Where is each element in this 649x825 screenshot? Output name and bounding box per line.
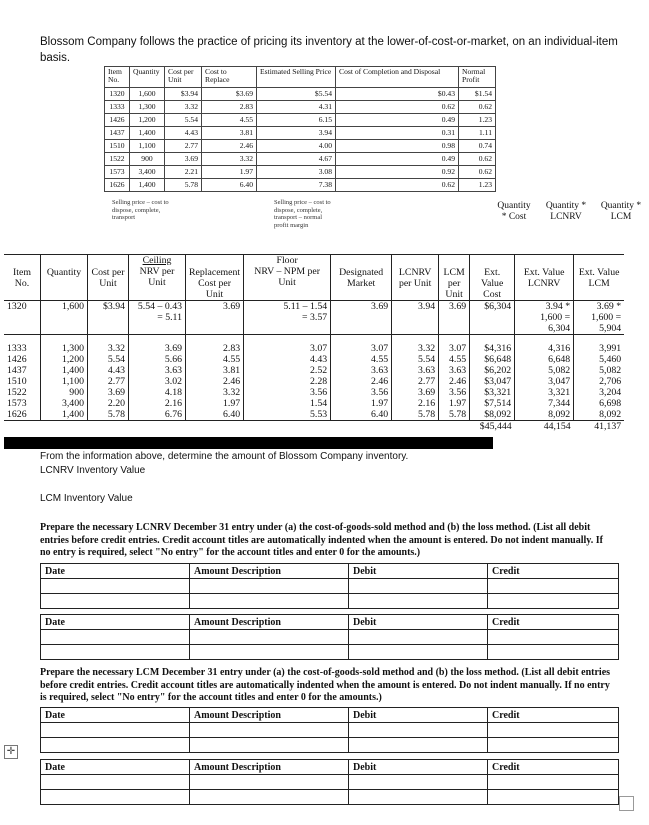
table2-row bbox=[4, 376, 624, 387]
table2-cell: 5.53 bbox=[244, 409, 331, 421]
journal-credit-header: Credit bbox=[488, 564, 619, 579]
table2-cell: 6,648 bbox=[515, 354, 574, 365]
table2-cell: 900 bbox=[41, 387, 88, 398]
table1-header: Estimated Selling Price bbox=[257, 67, 336, 88]
table2-cell: 3.69 bbox=[392, 387, 439, 398]
table1-cell: 900 bbox=[130, 153, 165, 166]
table1-cell: 2.46 bbox=[202, 140, 257, 153]
lcm-inventory-label: LCM Inventory Value bbox=[40, 493, 133, 504]
table2-cell: 4,316 bbox=[515, 343, 574, 354]
journal-table-lcnrv-b bbox=[40, 614, 619, 660]
table1-cell: 4.31 bbox=[257, 101, 336, 114]
t2-cell-line: 3.69 * bbox=[596, 301, 622, 312]
table2-cell: 3.69 bbox=[129, 343, 186, 354]
instructions-lcm: Prepare the necessary LCM December 31 entry under (a) the cost-of-goods-sold method and (b) the loss method. (List all debit entries before credit entries. Credit account titles are automatically indented when the amount is entered. Do not indent manually. If no entry is required, select "No entry" for the account titles and enter 0 for the amounts.) bbox=[40, 667, 611, 703]
table2-cell: 1510 bbox=[4, 376, 41, 387]
table2-cell: $4,316 bbox=[470, 343, 515, 354]
table1-cell: $5.54 bbox=[257, 88, 336, 101]
table2-cell: 3.32 bbox=[186, 387, 244, 398]
table1-cell: 1.97 bbox=[202, 166, 257, 179]
table2-cell: 1,400 bbox=[41, 365, 88, 376]
t2-cell bbox=[515, 301, 574, 335]
journal-cell[interactable] bbox=[488, 594, 619, 609]
table1-cell: 5.54 bbox=[165, 114, 202, 127]
table2-cell: $3,321 bbox=[470, 387, 515, 398]
journal-cell[interactable] bbox=[41, 790, 190, 805]
t2-header-lcnrv: LCNRV per Unit bbox=[392, 255, 439, 301]
table1-cell: 0.62 bbox=[459, 166, 496, 179]
journal-desc-header: Amount Description bbox=[190, 564, 349, 579]
table1-cell: 1.23 bbox=[459, 179, 496, 192]
t2-cell: 1320 bbox=[4, 301, 41, 335]
journal-cell[interactable] bbox=[190, 723, 349, 738]
table1-cell: 3.08 bbox=[257, 166, 336, 179]
table1-row bbox=[105, 166, 496, 179]
table2-cell: 2.16 bbox=[129, 398, 186, 409]
table2-cell: 5.66 bbox=[129, 354, 186, 365]
table1-cell: 3.94 bbox=[257, 127, 336, 140]
journal-cell[interactable] bbox=[349, 738, 488, 753]
t2-header-ceiling bbox=[129, 255, 186, 301]
t2-cell bbox=[574, 301, 625, 335]
table2-cell: 8,092 bbox=[515, 409, 574, 421]
t2-cell: $3.94 bbox=[88, 301, 129, 335]
journal-date-header: Date bbox=[41, 708, 190, 723]
table2-row bbox=[4, 343, 624, 354]
table1-cell: 0.62 bbox=[459, 101, 496, 114]
table2-cell: 3.32 bbox=[392, 343, 439, 354]
table1-header: Quantity bbox=[130, 67, 165, 88]
journal-cell[interactable] bbox=[349, 645, 488, 660]
intro-text: Blossom Company follows the practice of pricing its inventory at the lower-of-cost-or-market, on an individual-item basis. bbox=[40, 36, 618, 64]
table1-cell: 2.77 bbox=[165, 140, 202, 153]
table2-cell: 5.54 bbox=[392, 354, 439, 365]
table2-cell: 3,321 bbox=[515, 387, 574, 398]
table2-cell: 3.63 bbox=[331, 365, 392, 376]
table1-cell: 5.78 bbox=[165, 179, 202, 192]
table1-row bbox=[105, 179, 496, 192]
table1-row bbox=[105, 127, 496, 140]
table2-cell: 3.32 bbox=[88, 343, 129, 354]
table2-cell: 2.77 bbox=[392, 376, 439, 387]
table1-cell: 0.92 bbox=[336, 166, 459, 179]
journal-cell[interactable] bbox=[488, 630, 619, 645]
journal-cell[interactable] bbox=[41, 738, 190, 753]
table2-cell: 3.63 bbox=[439, 365, 470, 376]
journal-cell[interactable] bbox=[488, 790, 619, 805]
inventory-data-table bbox=[104, 66, 496, 192]
table2-cell: 1.54 bbox=[244, 398, 331, 409]
floor-label: Floor bbox=[276, 255, 298, 266]
table2-cell: 1.97 bbox=[331, 398, 392, 409]
table1-cell: 6.15 bbox=[257, 114, 336, 127]
journal-cell[interactable] bbox=[190, 594, 349, 609]
table2-cell: 1573 bbox=[4, 398, 41, 409]
table2-cell: 3.02 bbox=[129, 376, 186, 387]
qty-cost-label: Quantity * Cost bbox=[497, 201, 531, 222]
table2-cell: 4.55 bbox=[439, 354, 470, 365]
table1-cell: 1,400 bbox=[130, 127, 165, 140]
lcnrv-computation-table bbox=[4, 254, 624, 432]
table2-cell: 2.46 bbox=[186, 376, 244, 387]
table2-row bbox=[4, 409, 624, 421]
journal-header bbox=[41, 564, 619, 579]
table1-cell: 3.81 bbox=[202, 127, 257, 140]
journal-debit-header: Debit bbox=[349, 708, 488, 723]
journal-cell[interactable] bbox=[41, 630, 190, 645]
table1-cell: $3.69 bbox=[202, 88, 257, 101]
table1-cell: 1,200 bbox=[130, 114, 165, 127]
table2-cell: 3,047 bbox=[515, 376, 574, 387]
table2-cell: 2.46 bbox=[331, 376, 392, 387]
table1-cell: 1573 bbox=[105, 166, 130, 179]
total-extlcnrv: 44,154 bbox=[543, 420, 571, 432]
table2-cell: 3,991 bbox=[599, 342, 622, 354]
ceiling-label: Ceiling bbox=[142, 255, 172, 266]
table2-cell: 2.46 bbox=[439, 376, 470, 387]
t2-header-quantity: Quantity bbox=[41, 255, 88, 301]
table2-cell: $7,514 bbox=[470, 398, 515, 409]
table2-cell: 3.07 bbox=[439, 343, 470, 354]
journal-cell[interactable] bbox=[41, 723, 190, 738]
table1-cell: 0.31 bbox=[336, 127, 459, 140]
t2-cell-line: 1,600 = bbox=[591, 312, 622, 323]
journal-desc-header: Amount Description bbox=[190, 760, 349, 775]
total-extcost: $45,444 bbox=[479, 420, 512, 432]
table2-cell: 4.55 bbox=[186, 354, 244, 365]
table2-first-row bbox=[4, 301, 624, 335]
journal-cell[interactable] bbox=[41, 579, 190, 594]
table2-cell: 2.28 bbox=[244, 376, 331, 387]
table2-cell: 1333 bbox=[4, 343, 41, 354]
t2-cell-line: 5,904 bbox=[599, 323, 622, 334]
table1-cell: 1426 bbox=[105, 114, 130, 127]
table2-cell: 5,460 bbox=[599, 353, 622, 365]
table2-cell: 5.78 bbox=[439, 409, 470, 421]
journal-cell[interactable] bbox=[488, 579, 619, 594]
table2-cell: 2.20 bbox=[88, 398, 129, 409]
table2-cell: 2.52 bbox=[244, 365, 331, 376]
table2-cell: 3.63 bbox=[392, 365, 439, 376]
t2-cell: 3.94 bbox=[392, 301, 439, 335]
table1-cell: 3.69 bbox=[165, 153, 202, 166]
table1-cell: 0.49 bbox=[336, 114, 459, 127]
t2-cell-line: 5.54 – 0.43 bbox=[137, 301, 182, 312]
table1-cell: 1,400 bbox=[130, 179, 165, 192]
t2-header-cost: Cost per Unit bbox=[88, 255, 129, 301]
journal-cell[interactable] bbox=[41, 645, 190, 660]
table1-cell: 4.67 bbox=[257, 153, 336, 166]
journal-desc-header: Amount Description bbox=[190, 615, 349, 630]
table2-cell: 3,204 bbox=[599, 386, 622, 398]
t2-header-extlcnrv: Ext. Value LCNRV bbox=[515, 255, 574, 301]
question-text: From the information above, determine the amount of Blossom Company inventory. bbox=[40, 451, 409, 462]
table1-header: Normal Profit bbox=[459, 67, 496, 88]
t2-header-replace: Replacement Cost per Unit bbox=[186, 255, 244, 301]
table1-cell: 0.74 bbox=[459, 140, 496, 153]
table2-cell: 6.40 bbox=[331, 409, 392, 421]
table2-cell: 3.07 bbox=[331, 343, 392, 354]
journal-cell[interactable] bbox=[349, 579, 488, 594]
journal-debit-header: Debit bbox=[349, 760, 488, 775]
lcnrv-inventory-label: LCNRV Inventory Value bbox=[40, 465, 146, 476]
journal-credit-header: Credit bbox=[488, 708, 619, 723]
table1-cell: 2.83 bbox=[202, 101, 257, 114]
table1-header: Cost to Replace bbox=[202, 67, 257, 88]
journal-table-lcm-b bbox=[40, 759, 619, 805]
table1-cell: 6.40 bbox=[202, 179, 257, 192]
table1-cell: 4.43 bbox=[165, 127, 202, 140]
table1-cell: 1626 bbox=[105, 179, 130, 192]
table2-row bbox=[4, 398, 624, 409]
table2-cell: 3.63 bbox=[129, 365, 186, 376]
table2-row bbox=[4, 365, 624, 376]
t2-cell-line: 5.11 – 1.54 bbox=[283, 301, 328, 312]
table2-cell: 3,400 bbox=[41, 398, 88, 409]
table2-cell: 5.78 bbox=[392, 409, 439, 421]
table2-cell: 1.97 bbox=[186, 398, 244, 409]
t2-cell-line: = 5.11 bbox=[157, 312, 182, 323]
t2-cell: 3.69 bbox=[439, 301, 470, 335]
table2-cell: $6,648 bbox=[470, 354, 515, 365]
table2-cell: 5.54 bbox=[88, 354, 129, 365]
table1-cell: 0.62 bbox=[459, 153, 496, 166]
table2-cell: $3,047 bbox=[470, 376, 515, 387]
t2-header-extcost: Ext. Value Cost bbox=[470, 255, 515, 301]
table2-cell: 3.69 bbox=[88, 387, 129, 398]
journal-cell[interactable] bbox=[190, 579, 349, 594]
table2-cell: 4.43 bbox=[88, 365, 129, 376]
table1-cell: 1510 bbox=[105, 140, 130, 153]
table2-total-row bbox=[4, 420, 624, 432]
table2-cell: 8,092 bbox=[574, 409, 625, 421]
journal-header bbox=[41, 708, 619, 723]
journal-cell[interactable] bbox=[349, 723, 488, 738]
journal-cell[interactable] bbox=[41, 775, 190, 790]
table1-cell: 3,400 bbox=[130, 166, 165, 179]
table1-header: Cost per Unit bbox=[165, 67, 202, 88]
table1-header: Item No. bbox=[105, 67, 130, 88]
table2-header-row bbox=[4, 255, 624, 301]
ceiling-note: Selling price – cost to dispose, complete, transport bbox=[112, 199, 169, 221]
journal-cell[interactable] bbox=[190, 775, 349, 790]
journal-cell[interactable] bbox=[349, 594, 488, 609]
t2-cell bbox=[244, 301, 331, 335]
table1-cell: 1437 bbox=[105, 127, 130, 140]
table1-cell: $1.54 bbox=[459, 88, 496, 101]
table1-cell: 3.32 bbox=[165, 101, 202, 114]
table2-cell: 4.18 bbox=[129, 387, 186, 398]
t2-cell-line: 1,600 = bbox=[540, 312, 571, 323]
table2-cell: 5.78 bbox=[88, 409, 129, 421]
journal-table-lcm-a bbox=[40, 707, 619, 753]
journal-cell[interactable] bbox=[349, 630, 488, 645]
floor-note: Selling price – cost to dispose, complete, transport – normal profit margin bbox=[274, 199, 331, 229]
journal-credit-header: Credit bbox=[488, 615, 619, 630]
journal-cell[interactable] bbox=[488, 723, 619, 738]
table2-cell: 2,706 bbox=[599, 375, 622, 387]
table1-cell: 1333 bbox=[105, 101, 130, 114]
t2-header-extlcm: Ext. Value LCM bbox=[574, 255, 625, 301]
table1-cell: 1.11 bbox=[459, 127, 496, 140]
table1-cell: 1,600 bbox=[130, 88, 165, 101]
table2-cell: 3.56 bbox=[439, 387, 470, 398]
table2-cell: 2.83 bbox=[186, 343, 244, 354]
table2-cell: 3.56 bbox=[331, 387, 392, 398]
journal-cell[interactable] bbox=[488, 775, 619, 790]
table1-row bbox=[105, 140, 496, 153]
table1-row bbox=[105, 88, 496, 101]
table2-cell: 1,300 bbox=[41, 343, 88, 354]
table2-cell: 4.55 bbox=[331, 354, 392, 365]
t2-cell-line: = 3.57 bbox=[302, 312, 328, 323]
table2-cell: 1,400 bbox=[41, 409, 88, 421]
journal-debit-header: Debit bbox=[349, 615, 488, 630]
table1-row bbox=[105, 114, 496, 127]
journal-cell[interactable] bbox=[349, 775, 488, 790]
t2-cell bbox=[129, 301, 186, 335]
table1-cell: 4.00 bbox=[257, 140, 336, 153]
t2-cell: 3.69 bbox=[331, 301, 392, 335]
journal-header bbox=[41, 615, 619, 630]
ceiling-sub: NRV per Unit bbox=[139, 266, 175, 288]
table1-cell: 1320 bbox=[105, 88, 130, 101]
table1-header: Cost of Completion and Disposal bbox=[336, 67, 459, 88]
t2-header-item: Item No. bbox=[4, 255, 41, 301]
table1-cell: $3.94 bbox=[165, 88, 202, 101]
t2-cell-line: 3.94 * bbox=[545, 301, 571, 312]
t2-header-floor bbox=[244, 255, 331, 301]
table1-cell: 3.32 bbox=[202, 153, 257, 166]
journal-cell[interactable] bbox=[488, 738, 619, 753]
table2-cell: 1,100 bbox=[41, 376, 88, 387]
journal-cell[interactable] bbox=[349, 790, 488, 805]
journal-date-header: Date bbox=[41, 760, 190, 775]
qty-lcnrv-label: Quantity * LCNRV bbox=[545, 201, 587, 222]
t2-header-designated: Designated Market bbox=[331, 255, 392, 301]
table2-cell: 1426 bbox=[4, 354, 41, 365]
table2-cell: 3.07 bbox=[244, 343, 331, 354]
table2-cell: 3.81 bbox=[186, 365, 244, 376]
table2-cell: 2.77 bbox=[88, 376, 129, 387]
table1-cell: 7.38 bbox=[257, 179, 336, 192]
journal-desc-header: Amount Description bbox=[190, 708, 349, 723]
table2-cell: 3.56 bbox=[244, 387, 331, 398]
table1-cell: 0.62 bbox=[336, 179, 459, 192]
table1-row bbox=[105, 101, 496, 114]
journal-credit-header: Credit bbox=[488, 760, 619, 775]
table1-cell: 4.55 bbox=[202, 114, 257, 127]
t2-cell: 1,600 bbox=[41, 301, 88, 335]
table1-cell: $0.43 bbox=[336, 88, 459, 101]
table2-row bbox=[4, 354, 624, 365]
total-extlcm: 41,137 bbox=[594, 420, 622, 432]
journal-debit-header: Debit bbox=[349, 564, 488, 579]
table1-cell: 1,300 bbox=[130, 101, 165, 114]
table1-row bbox=[105, 153, 496, 166]
t2-cell-line: 6,304 bbox=[548, 323, 571, 334]
table1-cell: 0.49 bbox=[336, 153, 459, 166]
journal-cell[interactable] bbox=[488, 645, 619, 660]
table2-cell: 5,082 bbox=[515, 365, 574, 376]
table2-cell: 1626 bbox=[4, 409, 41, 421]
table2-cell: 6.40 bbox=[186, 409, 244, 421]
table1-cell: 0.62 bbox=[336, 101, 459, 114]
table2-cell: 7,344 bbox=[515, 398, 574, 409]
table2-cell: 5,082 bbox=[599, 364, 622, 376]
table2-cell: $6,202 bbox=[470, 365, 515, 376]
table2-spacer-row bbox=[4, 335, 624, 343]
table1-cell: 1522 bbox=[105, 153, 130, 166]
floor-sub: NRV – NPM per Unit bbox=[254, 266, 320, 288]
qty-lcm-label: Quantity * LCM bbox=[600, 201, 642, 222]
journal-cell[interactable] bbox=[190, 630, 349, 645]
t2-cell: $6,304 bbox=[470, 301, 515, 335]
table2-cell: 6,698 bbox=[599, 397, 622, 409]
journal-cell[interactable] bbox=[41, 594, 190, 609]
table2-row bbox=[4, 387, 624, 398]
table1-cell: 0.98 bbox=[336, 140, 459, 153]
table1-cell: 1,100 bbox=[130, 140, 165, 153]
journal-cell[interactable] bbox=[190, 738, 349, 753]
journal-date-header: Date bbox=[41, 615, 190, 630]
table1-header-row bbox=[105, 67, 496, 88]
table1-cell: 2.21 bbox=[165, 166, 202, 179]
journal-cell[interactable] bbox=[190, 790, 349, 805]
t2-cell: 3.69 bbox=[186, 301, 244, 335]
table2-cell: 1.97 bbox=[439, 398, 470, 409]
black-bar bbox=[4, 437, 493, 449]
journal-header bbox=[41, 760, 619, 775]
move-icon[interactable]: ✛ bbox=[4, 745, 18, 759]
resize-handle[interactable] bbox=[619, 796, 634, 811]
table2-cell: $8,092 bbox=[470, 409, 515, 421]
table2-cell: 4.43 bbox=[244, 354, 331, 365]
journal-date-header: Date bbox=[41, 564, 190, 579]
t2-header-lcm: LCM per Unit bbox=[439, 255, 470, 301]
table2-cell: 6.76 bbox=[129, 409, 186, 421]
table2-cell: 1437 bbox=[4, 365, 41, 376]
table1-cell: 1.23 bbox=[459, 114, 496, 127]
instructions-lcnrv: Prepare the necessary LCNRV December 31 entry under (a) the cost-of-goods-sold method and (b) the loss method. (List all debit entries before credit entries. Credit account titles are automatically indented when the amount is entered. Do not indent manually. If no entry is required, select "No entry" for the account titles and enter 0 for the amounts.) bbox=[40, 522, 603, 558]
journal-cell[interactable] bbox=[190, 645, 349, 660]
table2-cell: 1,200 bbox=[41, 354, 88, 365]
table2-cell: 2.16 bbox=[392, 398, 439, 409]
table2-cell: 1522 bbox=[4, 387, 41, 398]
journal-table-lcnrv-a bbox=[40, 563, 619, 609]
